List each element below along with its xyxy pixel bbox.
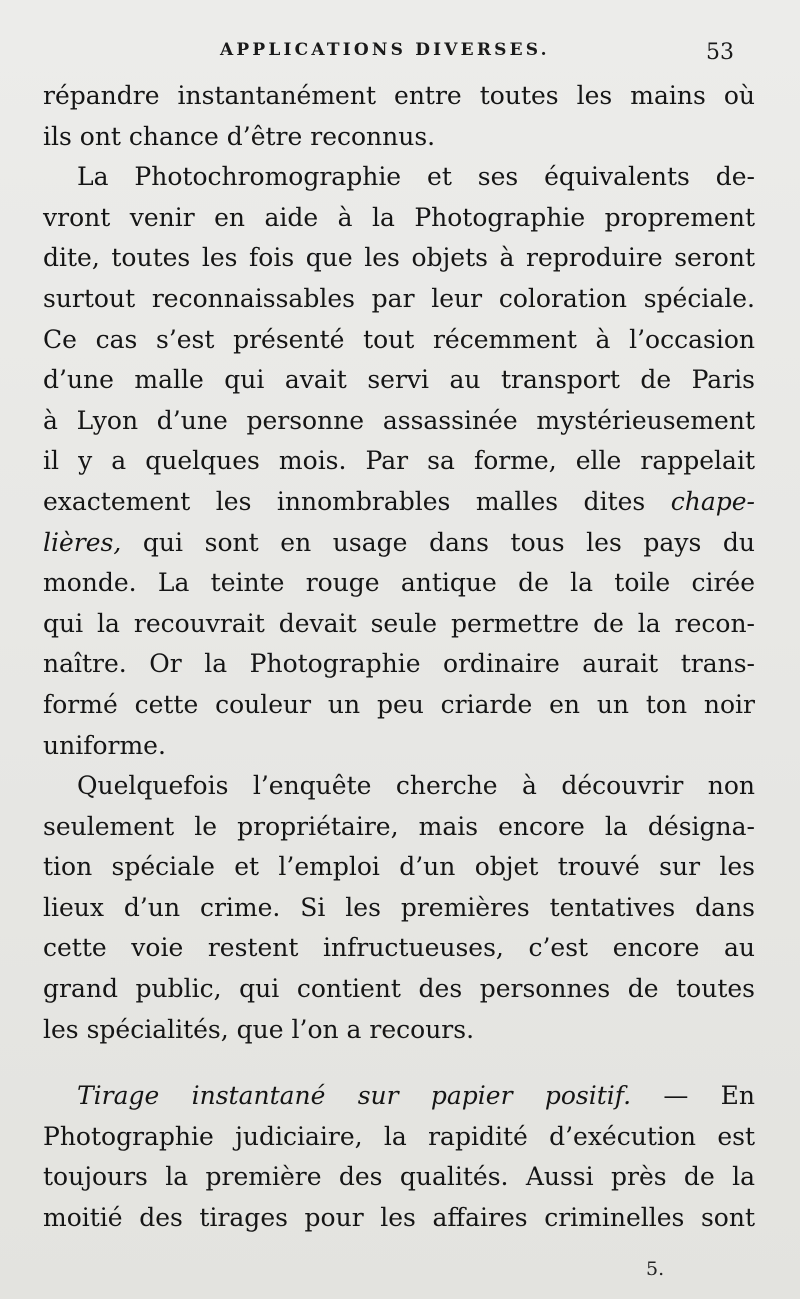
paragraph	[43, 76, 755, 157]
section-heading: Tirage instantané sur papier positif.	[77, 1081, 632, 1111]
text-line: lieux d’un crime. Si les premières tentatives dans	[43, 892, 755, 922]
text-line: d’une malle qui avait servi au transport de Paris	[43, 365, 755, 395]
text-line: monde. La teinte rouge antique de la toile cirée	[43, 568, 755, 598]
italic-word: lières,	[43, 527, 122, 557]
text-segment: exactement les innombrables malles dites	[43, 486, 646, 516]
text-segment: — En	[631, 1081, 756, 1111]
text-line: La Photochromographie et ses équivalents de-	[77, 162, 755, 192]
text-line: seulement le propriétaire, mais encore la désigna-	[43, 811, 755, 841]
text-line-mixed	[43, 523, 755, 564]
section-gap	[43, 1050, 755, 1076]
text-line: tion spéciale et l’emploi d’un objet trouvé sur les	[43, 852, 755, 882]
running-title: APPLICATIONS DIVERSES.	[220, 40, 550, 60]
paragraph	[43, 766, 755, 1050]
signature-mark: 5.	[646, 1258, 665, 1280]
text-line: ils ont chance d’être reconnus.	[43, 121, 436, 151]
text-line: uniforme.	[43, 730, 166, 760]
text-line: qui la recouvrait devait seule permettre de la recon-	[43, 608, 755, 638]
page-number: 53	[706, 40, 734, 65]
text-line: moitié des tirages pour les affaires criminelles sont	[43, 1203, 755, 1233]
paragraph	[43, 1076, 755, 1238]
text-line: vront venir en aide à la Photographie proprement	[43, 202, 755, 232]
text-line: répandre instantanément entre toutes les mains où	[43, 81, 755, 110]
text-line: toujours la première des qualités. Aussi près de la	[43, 1162, 755, 1192]
italic-word: chape-	[670, 486, 755, 516]
text-line: cette voie restent infructueuses, c’est encore au	[43, 933, 755, 963]
text-line-mixed	[43, 482, 755, 523]
text-line: Ce cas s’est présenté tout récemment à l’occasion	[43, 324, 755, 354]
body-text	[43, 76, 755, 1239]
text-line: Photographie judiciaire, la rapidité d’exécution est	[43, 1121, 755, 1151]
text-line: formé cette couleur un peu criarde en un ton noir	[43, 689, 755, 719]
text-line: grand public, qui contient des personnes de toutes	[43, 974, 755, 1004]
text-line: les spécialités, que l’on a recours.	[43, 1014, 475, 1044]
text-line: naître. Or la Photographie ordinaire aurait trans-	[43, 649, 755, 679]
text-line: à Lyon d’une personne assassinée mystérieusement	[43, 405, 755, 435]
text-line: surtout reconnaissables par leur coloration spéciale.	[43, 283, 755, 313]
text-line: dite, toutes les fois que les objets à reproduire seront	[43, 243, 755, 273]
text-line: il y a quelques mois. Par sa forme, elle rappelait	[43, 446, 755, 476]
text-segment: qui sont en usage dans tous les pays du	[121, 527, 755, 557]
paragraph	[43, 157, 755, 766]
text-line-mixed	[43, 1076, 755, 1117]
text-line: Quelquefois l’enquête cherche à découvrir non	[77, 771, 755, 801]
